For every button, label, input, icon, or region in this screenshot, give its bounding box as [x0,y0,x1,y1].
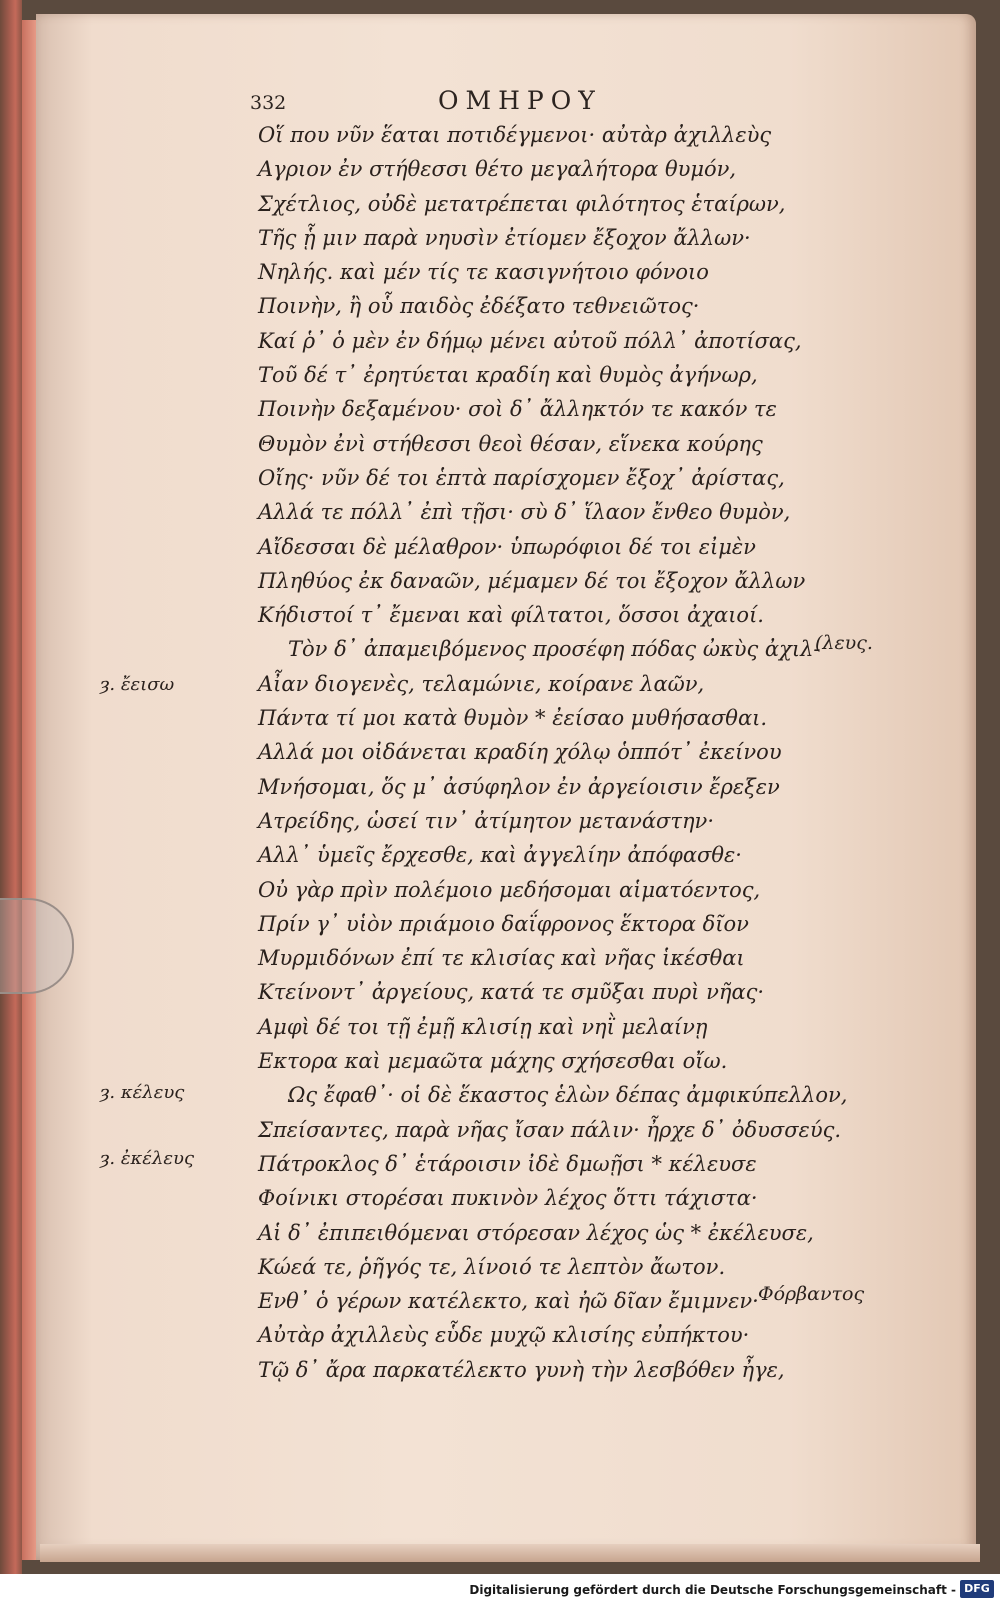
text-line: Κτείνοντ᾽ ἀργείους, κατά τε σμῦξαι πυρὶ νῆας· [258,980,765,1005]
catchword: Φόρβαντος [758,1283,865,1305]
text-line: Πάτροκλος δ᾽ ἑτάροισιν ἰδὲ δμωῇσι * κέλευσε [258,1151,757,1176]
text-line: Αμφὶ δέ τοι τῇ ἐμῇ κλισίῃ καὶ νηῒ μελαίνῃ [258,1014,708,1039]
text-line: Ποινὴν, ἢ οὗ παιδὸς ἐδέξατο τεθνειῶτος· [258,294,700,319]
funding-credit: Digitalisierung gefördert durch die Deutsche Forschungsgemeinschaft - [469,1583,956,1597]
margin-note: ȝ. κέλευς [100,1082,185,1103]
text-line: Σπείσαντες, παρὰ νῆας ἴσαν πάλιν· ἦρχε δ᾽ ὀδυσσεύς. [258,1117,842,1142]
text-line: Αλλ᾽ ὑμεῖς ἔρχεσθε, καὶ ἀγγελίην ἀπόφασθε· [258,843,742,868]
text-line: Ποινὴν δεξαμένου· σοὶ δ᾽ ἄλληκτόν τε κακόν τε [258,397,777,422]
text-block [258,118,898,1387]
text-line: Οὐ γὰρ πρὶν πολέμοιο μεδήσομαι αἱματόεντος, [258,877,761,902]
text-line: Τῆς ᾗ μιν παρὰ νηυσὶν ἐτίομεν ἔξοχον ἄλλων· [258,225,751,250]
text-line: Αλλά τε πόλλ᾽ ἐπὶ τῇσι· σὺ δ᾽ ἵλαον ἔνθεο θυμὸν, [258,500,791,525]
text-line: Πάντα τί μοι κατὰ θυμὸν * ἐείσαο μυθήσασθαι. [258,706,768,731]
page-number: 332 [250,92,287,114]
text-line: Αἱ δ᾽ ἐπιπειθόμεναι στόρεσαν λέχος ὡς * ἐκέλευσε, [258,1220,814,1245]
page-bottom-edge [40,1544,980,1562]
text-line: Πληθύος ἐκ δαναῶν, μέμαμεν δέ τοι ἔξοχον ἄλλων [258,568,806,593]
text-line: Αἴδεσσαι δὲ μέλαθρον· ὑπωρόφιοι δέ τοι εἰμὲν [258,534,756,559]
text-line: Τοῦ δέ τ᾽ ἐρητύεται κραδίη καὶ θυμὸς ἀγήνωρ, [258,363,758,388]
margin-note: ȝ. ἐκέλευς [100,1148,195,1169]
margin-note: ȝ. ἔεισω [100,674,175,695]
text-line: Εκτορα καὶ μεμαῶτα μάχης σχήσεσθαι οἴω. [258,1049,728,1074]
text-line: Ως ἔφαθ᾽· οἱ δὲ ἕκαστος ἑλὼν δέπας ἀμφικύπελλον, [288,1083,848,1108]
text-line: Αἶαν διογενὲς, τελαμώνιε, κοίρανε λαῶν, [258,671,705,696]
text-line: Τὸν δ᾽ ἀπαμειβόμενος προσέφη πόδας ὠκὺς ἀχιλ- [288,637,821,662]
turnover-word: (λευς. [815,632,873,654]
text-line: Τῷ δ᾽ ἄρα παρκατέλεκτο γυνὴ τὴν λεσβόθεν ἦγε, [258,1357,785,1382]
text-line: Καί ῥ᾽ ὁ μὲν ἐν δήμῳ μένει αὐτοῦ πόλλ᾽ ἀποτίσας, [258,328,802,353]
text-line: Οἵ που νῦν ἕαται ποτιδέγμενοι· αὐτὰρ ἀχιλλεὺς [258,123,772,147]
text-line: Αλλά μοι οἰδάνεται κραδίη χόλῳ ὁππότ᾽ ἐκείνου [258,740,782,765]
text-line: Θυμὸν ἐνὶ στήθεσσι θεοὶ θέσαν, εἵνεκα κούρης [258,431,763,456]
text-line: Κώεά τε, ῥῆγός τε, λίνοιό τε λεπτὸν ἄωτον. [258,1254,726,1279]
text-line: Κήδιστοί τ᾽ ἔμεναι καὶ φίλτατοι, ὅσσοι ἀχαιοί. [258,603,764,628]
text-line: Ατρείδης, ὡσεί τιν᾽ ἀτίμητον μετανάστην· [258,808,715,833]
text-line: Μνήσομαι, ὅς μ᾽ ἀσύφηλον ἐν ἀργείοισιν ἔρεξεν [258,774,780,799]
book-spine-edge [0,0,22,1574]
text-line: Φοίνικι στορέσαι πυκινὸν λέχος ὅττι τάχιστα· [258,1186,758,1211]
text-line: Ενθ᾽ ὁ γέρων κατέλεκτο, καὶ ἠῶ δῖαν ἔμιμνεν· [258,1289,759,1314]
running-title: ΟΜΗΡΟΥ [438,86,602,115]
dfg-logo: DFG [960,1580,994,1598]
footer-bar [0,1574,1000,1606]
text-line: Μυρμιδόνων ἐπί τε κλισίας καὶ νῆας ἱκέσθαι [258,946,745,971]
text-line: Πρίν γ᾽ υἱὸν πριάμοιο δαΐφρονος ἕκτορα δῖον [258,911,749,936]
text-line: Νηλής. καὶ μέν τίς τε κασιγνήτοιο φόνοιο [258,260,709,285]
red-page-edges [22,20,36,1560]
text-line: Αὐτὰρ ἀχιλλεὺς εὗδε μυχῷ κλισίης εὐπήκτου· [258,1323,750,1348]
text-line: Οἴης· νῦν δέ τοι ἑπτὰ παρίσχομεν ἔξοχ᾽ ἀρίστας, [258,465,785,490]
text-line: Αγριον ἐν στήθεσσι θέτο μεγαλήτορα θυμόν, [258,157,737,182]
text-line: Σχέτλιος, οὐδὲ μετατρέπεται φιλότητος ἑταίρων, [258,191,786,216]
